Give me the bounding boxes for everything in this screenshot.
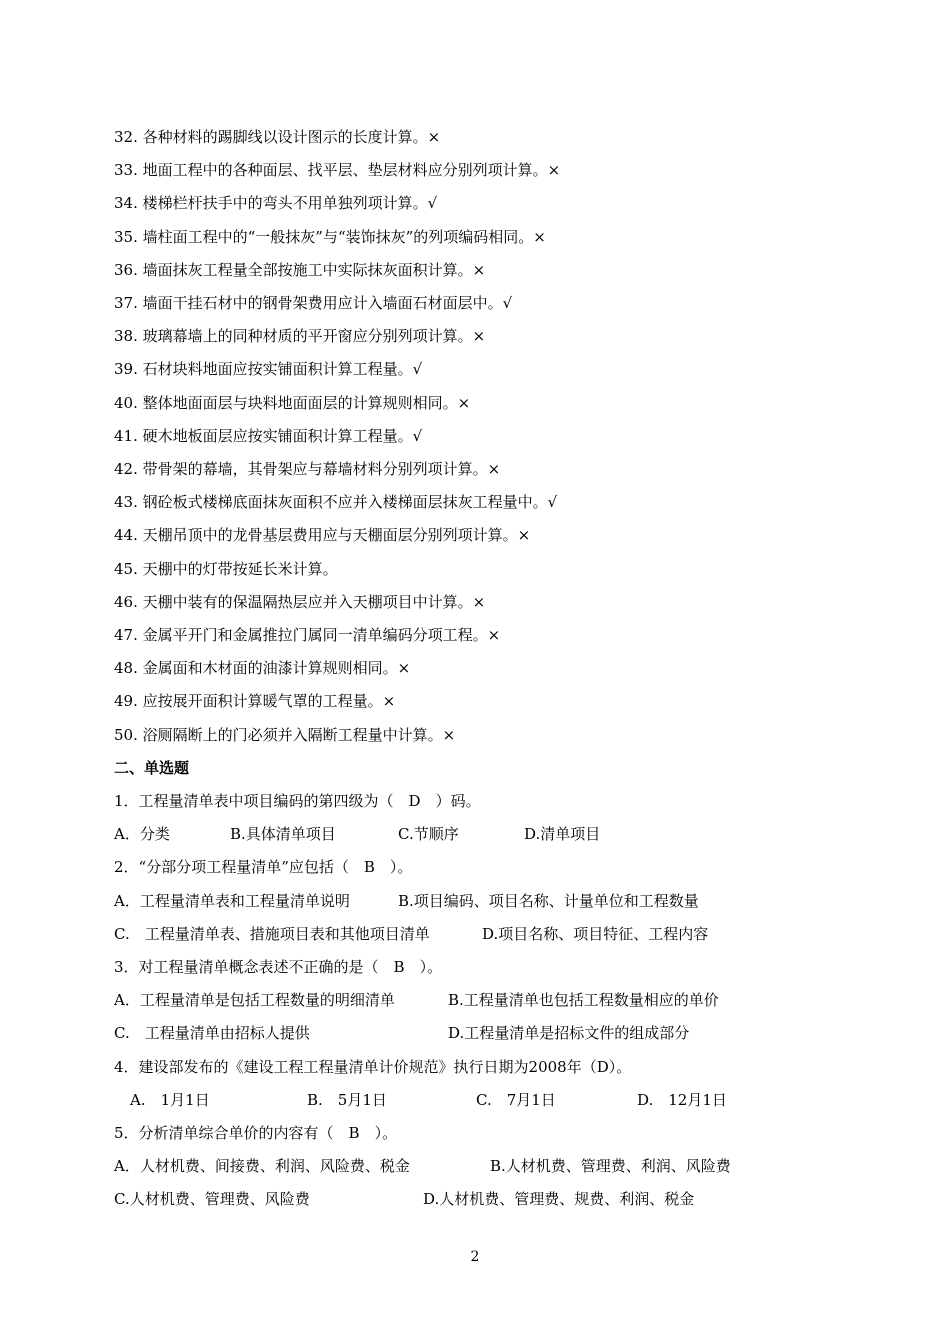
tf-item-41: 41. 硬木地板面层应按实铺面积计算工程量。√ — [114, 427, 423, 445]
tf-item-46: 46. 天棚中装有的保温隔热层应并入天棚项目中计算。× — [114, 593, 486, 611]
tf-item-33: 33. 地面工程中的各种面层、找平层、垫层材料应分别列项计算。× — [114, 161, 561, 179]
option-d: D. 12月1日 — [637, 1091, 727, 1109]
option-a: A．工程量清单表和工程量清单说明 — [114, 892, 350, 910]
mc-options-5-row1 — [114, 1156, 814, 1176]
option-c: C. 7月1日 — [476, 1091, 556, 1109]
tf-item-37: 37. 墙面干挂石材中的钢骨架费用应计入墙面石材面层中。√ — [114, 294, 513, 312]
option-a: A．人材机费、间接费、利润、风险费、税金 — [114, 1157, 410, 1175]
option-b: B.工程量清单也包括工程数量相应的单价 — [448, 991, 719, 1009]
mc-options-4 — [114, 1090, 814, 1110]
section-heading: 二、单选题 — [114, 759, 190, 777]
tf-item-49: 49. 应按展开面积计算暖气罩的工程量。× — [114, 692, 396, 710]
mc-options-3-row1 — [114, 990, 814, 1010]
tf-item-34: 34. 楼梯栏杆扶手中的弯头不用单独列项计算。√ — [114, 194, 438, 212]
mc-question-2: 2．“分部分项工程量清单”应包括（ B ）。 — [114, 858, 413, 876]
tf-item-42: 42. 带骨架的幕墙，其骨架应与幕墙材料分别列项计算。× — [114, 460, 501, 478]
tf-item-45: 45. 天棚中的灯带按延长米计算。 — [114, 560, 338, 578]
tf-item-48: 48. 金属面和木材面的油漆计算规则相同。× — [114, 659, 411, 677]
option-b: B. 5月1日 — [307, 1091, 387, 1109]
option-c: C.节顺序 — [398, 825, 459, 843]
option-a: A．分类 — [114, 825, 170, 843]
option-a: A. 1月1日 — [130, 1091, 210, 1109]
option-c: C.人材机费、管理费、风险费 — [114, 1190, 310, 1208]
mc-question-1: 1．工程量清单表中项目编码的第四级为（ D ）码。 — [114, 792, 481, 810]
tf-item-38: 38. 玻璃幕墙上的同种材质的平开窗应分别列项计算。× — [114, 327, 486, 345]
option-d: D.人材机费、管理费、规费、利润、税金 — [423, 1190, 695, 1208]
mc-options-2-row2 — [114, 924, 814, 944]
mc-options-5-row2 — [114, 1189, 814, 1209]
tf-item-44: 44. 天棚吊顶中的龙骨基层费用应与天棚面层分别列项计算。× — [114, 526, 531, 544]
option-d: D.项目名称、项目特征、工程内容 — [482, 925, 709, 943]
mc-question-4: 4．建设部发布的《建设工程工程量清单计价规范》执行日期为2008年（D）。 — [114, 1058, 632, 1076]
tf-item-32: 32. 各种材料的踢脚线以设计图示的长度计算。× — [114, 128, 441, 146]
mc-options-3-row2 — [114, 1023, 814, 1043]
page-number: 2 — [470, 1249, 480, 1265]
tf-item-47: 47. 金属平开门和金属推拉门属同一清单编码分项工程。× — [114, 626, 501, 644]
mc-options-1 — [114, 824, 814, 844]
option-a: A．工程量清单是包括工程数量的明细清单 — [114, 991, 395, 1009]
option-d: D.工程量清单是招标文件的组成部分 — [448, 1024, 690, 1042]
option-b: B.人材机费、管理费、利润、风险费 — [490, 1157, 731, 1175]
tf-item-39: 39. 石材块料地面应按实铺面积计算工程量。√ — [114, 360, 423, 378]
option-b: B.具体清单项目 — [230, 825, 336, 843]
tf-item-40: 40. 整体地面面层与块料地面面层的计算规则相同。× — [114, 394, 471, 412]
tf-item-50: 50. 浴厕隔断上的门必须并入隔断工程量中计算。× — [114, 726, 456, 744]
option-d: D.清单项目 — [524, 825, 601, 843]
mc-options-2-row1 — [114, 891, 814, 911]
mc-question-3: 3．对工程量清单概念表述不正确的是（ B ）。 — [114, 958, 443, 976]
mc-question-5: 5．分析清单综合单价的内容有（ B ）。 — [114, 1124, 398, 1142]
tf-item-35: 35. 墙柱面工程中的“一般抹灰”与“装饰抹灰”的列项编码相同。× — [114, 228, 546, 246]
tf-item-36: 36. 墙面抹灰工程量全部按施工中实际抹灰面积计算。× — [114, 261, 486, 279]
option-b: B.项目编码、项目名称、计量单位和工程数量 — [398, 892, 699, 910]
tf-item-43: 43. 钢砼板式楼梯底面抹灰面积不应并入楼梯面层抹灰工程量中。√ — [114, 493, 558, 511]
option-c: C. 工程量清单由招标人提供 — [114, 1024, 310, 1042]
option-c: C. 工程量清单表、措施项目表和其他项目清单 — [114, 925, 430, 943]
